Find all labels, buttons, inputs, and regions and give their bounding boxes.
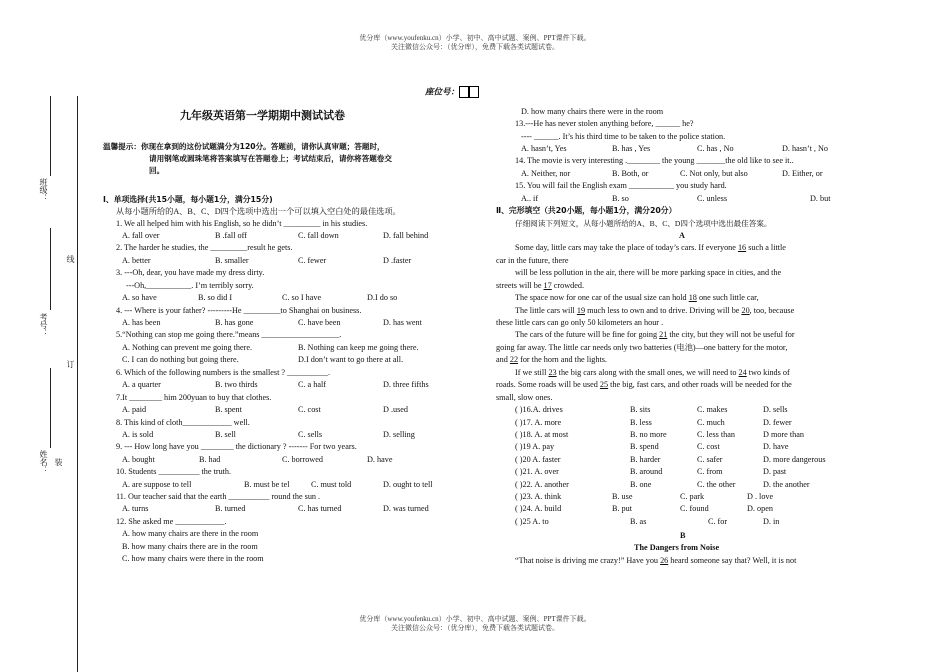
text: the big, fast cars, and other roads will be needed for the xyxy=(608,380,792,389)
text: crowded. xyxy=(551,281,585,290)
q4-option-c: C. have been xyxy=(298,318,341,327)
part1-instruction: 从每小题所给的A、B、C、D四个选项中选出一个可以填入空白处的最佳选项。 xyxy=(116,207,401,216)
blank-24: 24 xyxy=(738,368,747,377)
question-4: 4. --- Where is your father? ---------He _________to Shanghai on business. xyxy=(116,306,362,315)
q7-option-b: B. spent xyxy=(215,405,242,414)
q15-option-c: C. unless xyxy=(697,194,728,203)
q12-option-b: B. how many chairs there are in the room xyxy=(122,542,258,551)
q14-option-a: A. Neither, nor xyxy=(521,169,571,178)
bind-mark: 订 xyxy=(66,360,75,368)
q8-option-c: C. sells xyxy=(298,430,323,439)
option-19-a: ( )19 A. pay xyxy=(515,442,555,451)
class-label: 班级： xyxy=(39,178,48,202)
option-16-c: C. makes xyxy=(697,405,728,414)
question-3: 3. ---Oh, dear, you have made my dress dirty. xyxy=(116,268,265,277)
section-a-label: A xyxy=(679,231,685,240)
blank-21: 21 xyxy=(659,330,668,339)
text: “That noise is driving me crazy!” Have you xyxy=(515,556,661,565)
q8-option-b: B. sell xyxy=(215,430,236,439)
question-13-reply: ---- ______. It’s his third time to be taken to the police station. xyxy=(521,132,726,141)
question-7: 7.It ________ him 200yuan to buy that clothes. xyxy=(116,393,272,402)
option-16-d: D. sells xyxy=(763,405,788,414)
q14-option-b: B. Both, or xyxy=(612,169,649,178)
option-21-b: B. around xyxy=(630,467,663,476)
blank-25: 25 xyxy=(599,380,609,389)
option-22-c: C. the other xyxy=(697,480,736,489)
q12-option-c: C. how many chairs were there in the room xyxy=(122,554,264,563)
text: for the horn and the lights. xyxy=(518,355,607,364)
text: and xyxy=(496,355,510,364)
q7-option-a: A. paid xyxy=(122,405,147,414)
passage-a-p1-line4 xyxy=(496,280,584,292)
staple-mark: 装 xyxy=(54,458,63,466)
passage-a-p5-line3: small, slow ones. xyxy=(496,393,553,402)
option-20-a: ( )20 A. faster xyxy=(515,455,561,464)
text: roads. Some roads will be used xyxy=(496,380,600,389)
header-line-2: 关注微信公众号：（优分库），免费下载各类试题试卷。 xyxy=(391,43,559,51)
passage-a-p4-line1 xyxy=(515,329,795,341)
option-16-a: ( )16.A. drives xyxy=(515,405,563,414)
option-21-d: D. past xyxy=(763,467,787,476)
q13-option-a: A. hasn’t, Yes xyxy=(521,144,567,153)
blank-17: 17 xyxy=(543,281,552,290)
class-fill-line xyxy=(50,96,51,176)
text: If we still xyxy=(515,368,549,377)
seat-box-1 xyxy=(459,86,469,98)
blank-16: 16 xyxy=(737,243,747,252)
question-15: 15. You will fail the English exam ___________ you study hard. xyxy=(515,181,727,190)
option-19-d: D. have xyxy=(763,442,789,451)
exam-no-fill-line xyxy=(50,228,51,310)
option-18-c: C. less than xyxy=(697,430,735,439)
seat-number xyxy=(425,86,479,99)
footer-line-1: 优分库（www.youfenku.cn）小学、初中、高中试题、案例、PPT课件下载。 xyxy=(359,615,591,623)
question-11: 11. Our teacher said that the earth __________ round the sun . xyxy=(116,492,321,501)
passage-b-line1 xyxy=(515,555,796,567)
q15-option-d: D. but xyxy=(810,194,831,203)
header-line-1: 优分库（www.youfenku.cn）小学、初中、高中试题、案例、PPT课件下载。 xyxy=(359,34,591,42)
option-22-d: D. the another xyxy=(763,480,810,489)
question-14: 14. The movie is very interesting .________ the young _______the old like to see it.. xyxy=(515,156,794,165)
tip-line-1: 温馨提示：你现在拿到的这份试题满分为120分。答题前，请你认真审题；答题时， xyxy=(103,142,385,151)
question-3-reply: ---Oh,___________. I’m terribly sorry. xyxy=(126,281,254,290)
q6-option-c: C. a half xyxy=(298,380,326,389)
text: two kinds of xyxy=(746,368,790,377)
q4-option-b: B. has gone xyxy=(215,318,254,327)
q10-option-d: D. ought to tell xyxy=(383,480,433,489)
option-18-a: ( )18. A. at most xyxy=(515,430,569,439)
q14-option-c: C. Not only, but also xyxy=(680,169,748,178)
tip-line-2: 请用钢笔或圆珠笔将答案填写在答题卷上；考试结束后，请你将答题卷交 xyxy=(149,154,392,163)
option-24-b: B. put xyxy=(612,504,633,513)
question-2: 2. The harder he studies, the _________result he gets. xyxy=(116,243,293,252)
option-25-c: C. for xyxy=(708,517,728,526)
option-24-a: ( )24. A. build xyxy=(515,504,562,513)
q11-option-c: C. has turned xyxy=(298,504,342,513)
option-24-c: C. found xyxy=(680,504,709,513)
q5-option-c: C. I can do nothing but going there. xyxy=(122,355,239,364)
q13-option-c: C. has , No xyxy=(697,144,734,153)
q7-option-c: C. cost xyxy=(298,405,321,414)
text: The space now for one car of the usual size can hold xyxy=(515,293,689,302)
q14-option-d: D. Either, or xyxy=(782,169,823,178)
q6-option-d: D. three fifths xyxy=(383,380,429,389)
option-23-d: D . love xyxy=(747,492,774,501)
question-5: 5.“Nothing can stop me going there.”means ___________________. xyxy=(116,330,342,339)
name-fill-line xyxy=(50,368,51,448)
q11-option-a: A. turns xyxy=(122,504,149,513)
blank-19: 19 xyxy=(576,306,586,315)
binding-line xyxy=(77,96,78,672)
blank-23: 23 xyxy=(548,368,557,377)
passage-a-p4-line2: going far away. The little car needs only two batteries (电池)—one battery for the motor, xyxy=(496,343,788,352)
q9-option-c: C. borrowed xyxy=(282,455,323,464)
option-25-a: ( )25 A. to xyxy=(515,517,549,526)
text: , too, because xyxy=(749,306,795,315)
q11-option-b: B. turned xyxy=(215,504,246,513)
option-17-a: ( )17. A. more xyxy=(515,418,562,427)
q9-option-d: D. have xyxy=(367,455,393,464)
option-21-c: C. from xyxy=(697,467,723,476)
q5-option-d: D.I don’t want to go there at all. xyxy=(298,355,404,364)
line-mark: 线 xyxy=(66,255,75,263)
exam-no-label: 考号： xyxy=(39,313,48,337)
question-9: 9. --- How long have you ________ the dictionary ? ------- For two years. xyxy=(116,442,357,451)
q2-option-a: A. better xyxy=(122,256,151,265)
q1-option-d: D. fall behind xyxy=(383,231,429,240)
q3-option-d: D.I do so xyxy=(367,293,398,302)
seat-box-2 xyxy=(469,86,479,98)
q13-option-d: D. hasn’t , No xyxy=(782,144,829,153)
part2-title: Ⅱ、完形填空（共20小题，每小题1分，满分20分） xyxy=(496,206,677,215)
text: the big cars along with the small ones, we will need to xyxy=(556,368,739,377)
text: one such little car, xyxy=(696,293,759,302)
q8-option-d: D. selling xyxy=(383,430,415,439)
q1-option-a: A. fall over xyxy=(122,231,160,240)
question-10: 10. Students __________ the truth. xyxy=(116,467,232,476)
footer-line-2: 关注微信公众号：（优分库），免费下载各类试题试卷。 xyxy=(391,624,559,632)
text: streets will be xyxy=(496,281,544,290)
text: much less to own and to drive. Driving will be xyxy=(585,306,742,315)
blank-22: 22 xyxy=(509,355,519,364)
q10-option-b: B. must be tel xyxy=(244,480,290,489)
option-20-c: C. safer xyxy=(697,455,723,464)
passage-a-p1-line1 xyxy=(515,242,852,254)
option-17-c: C. much xyxy=(697,418,725,427)
tip-line-3: 回。 xyxy=(149,166,165,175)
q2-option-d: D .faster xyxy=(383,256,412,265)
question-6: 6. Which of the following numbers is the smallest ? __________. xyxy=(116,368,331,377)
text: such a little xyxy=(746,243,786,252)
option-24-d: D. open xyxy=(747,504,773,513)
passage-a-p3-line2: these little cars can go only 50 kilometers an hour . xyxy=(496,318,664,327)
option-16-b: B. sits xyxy=(630,405,651,414)
q11-option-d: D. was turned xyxy=(383,504,429,513)
q13-option-b: B. has , Yes xyxy=(612,144,651,153)
option-20-b: B. harder xyxy=(630,455,661,464)
passage-a-p3-line1 xyxy=(515,305,794,317)
page-title: 九年级英语第一学期期中测试试卷 xyxy=(180,109,345,122)
option-20-d: D. more dangerous xyxy=(763,455,826,464)
name-label: 姓名： xyxy=(39,450,48,474)
option-23-a: ( )23. A. think xyxy=(515,492,562,501)
q2-option-b: B. smaller xyxy=(215,256,249,265)
q3-option-a: A. so have xyxy=(122,293,157,302)
part2-instruction: 仔细阅读下列短文，从每小题所给的A、B、C、D四个选项中选出最佳答案。 xyxy=(515,219,772,228)
question-13: 13.---He has never stolen anything before, ______ he? xyxy=(515,119,694,128)
passage-a-p5-line2 xyxy=(496,379,792,391)
q1-option-c: C. fall down xyxy=(298,231,339,240)
q1-option-b: B .fall off xyxy=(215,231,247,240)
blank-26: 26 xyxy=(660,556,669,565)
option-17-d: D. fewer xyxy=(763,418,792,427)
question-1: 1. We all helped him with his English, so he didn’t _________ in his studies. xyxy=(116,219,368,228)
passage-a-p2 xyxy=(515,292,759,304)
q10-option-a: A. are suppose to tell xyxy=(122,480,192,489)
q6-option-b: B. two thirds xyxy=(215,380,258,389)
q6-option-a: A. a quarter xyxy=(122,380,161,389)
blank-18: 18 xyxy=(688,293,697,302)
option-19-c: C. cost xyxy=(697,442,720,451)
q9-option-a: A. bought xyxy=(122,455,155,464)
q2-option-c: C. fewer xyxy=(298,256,327,265)
section-b-label: B xyxy=(680,531,686,540)
option-25-b: B. as xyxy=(630,517,647,526)
option-17-b: B. less xyxy=(630,418,652,427)
q7-option-d: D .used xyxy=(383,405,409,414)
part1-title: Ⅰ、单项选择(共15小题，每小题1分，满分15分) xyxy=(103,195,273,204)
q8-option-a: A. is sold xyxy=(122,430,154,439)
option-23-b: B. use xyxy=(612,492,633,501)
q12-option-d: D. how many chairs there were in the room xyxy=(521,107,664,116)
q10-option-c: C. must told xyxy=(311,480,352,489)
passage-a-p5-line1 xyxy=(515,367,790,379)
text: The little cars will xyxy=(515,306,577,315)
q3-option-b: B. so did I xyxy=(198,293,233,302)
option-19-b: B. spend xyxy=(630,442,659,451)
q5-option-a: A. Nothing can prevent me going there. xyxy=(122,343,253,352)
option-18-d: D more than xyxy=(763,430,804,439)
q4-option-d: D. has went xyxy=(383,318,422,327)
passage-a-p1-line3: will be less pollution in the air, there will be more parking space in cities, and the xyxy=(515,268,782,277)
q9-option-b: B. had xyxy=(199,455,221,464)
q5-option-b: B. Nothing can keep me going there. xyxy=(298,343,419,352)
text: the city, but they will not be useful for xyxy=(667,330,795,339)
blank-20: 20 xyxy=(741,306,750,315)
passage-a-p4-line3 xyxy=(496,354,607,366)
text: Some day, little cars may take the place of today’s cars. If everyone xyxy=(515,243,738,252)
question-8: 8. This kind of cloth____________ well. xyxy=(116,418,250,427)
option-25-d: D. in xyxy=(763,517,780,526)
q15-option-b: B. so xyxy=(612,194,629,203)
q15-option-a: A.. if xyxy=(521,194,539,203)
text: heard someone say that? Well, it is not xyxy=(668,556,797,565)
option-18-b: B. no more xyxy=(630,430,667,439)
seat-label: 座位号： xyxy=(425,87,460,98)
passage-a-p1-line2: car in the future, there xyxy=(496,256,569,265)
option-22-b: B. one xyxy=(630,480,652,489)
passage-b-title: The Dangers from Noise xyxy=(634,543,720,552)
option-22-a: ( )22. A. another xyxy=(515,480,569,489)
q3-option-c: C. so I have xyxy=(282,293,322,302)
option-23-c: C. park xyxy=(680,492,705,501)
q4-option-a: A. has been xyxy=(122,318,161,327)
option-21-a: ( )21. A. over xyxy=(515,467,559,476)
q12-option-a: A. how many chairs are there in the room xyxy=(122,529,259,538)
question-12: 12. She asked me ____________. xyxy=(116,517,227,526)
text: The cars of the future will be fine for going xyxy=(515,330,660,339)
